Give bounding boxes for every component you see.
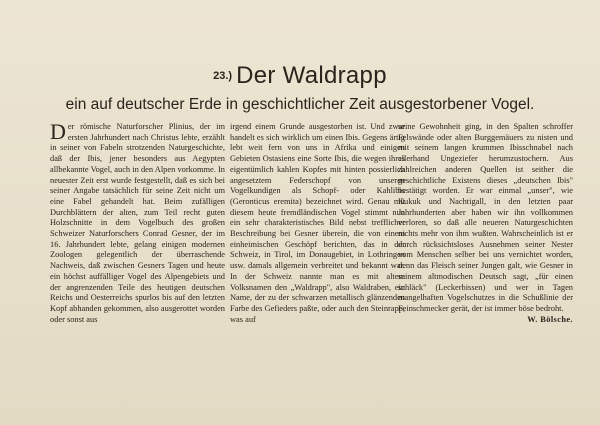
article-subtitle: ein auf deutscher Erde in geschichtlicher Zeit ausgestorbener Vogel. (65, 96, 535, 113)
column-2-text: irgend einem Grunde ausgestorben ist. Und zwar handelt es sich wirklich um einen Ibis. Gegens ärtig lebt weit fern von uns in Afrika und einigen Gebieten Ostasiens eine Sorte Ibis, die wegen ihres eigentümlich kahlen Kopfes mit hinten possierlich angesetztem Federschopf von unseren Vogelkundigen als Schopf- oder Kahlibis (Geronticus eremita) bezeichnet wird. Genau mit diesem heute fremdländischen Vogel stimmt nun ein sehr charakteristisches Bild nebst trefflicher Beschreibung bei Gesner überein, die von einem einheimischen Geschöpf berichten, das in der Schweiz, in Tirol, im Donaugebiet, in Lothringen usw. damals allgemein verbreitet und bekannt war. In der Schweiz nannte man es mit altem Volksnamen den „Waldrapp", also Waldraben, ein Name, der zu der schwarzen metallisch glänzenden Farbe des Gefieders paßte, oder auch den Steinrapp, was auf (230, 122, 405, 324)
text-column-3 (398, 122, 573, 325)
column-3-text (398, 122, 573, 325)
text-column-2 (230, 122, 405, 325)
article-title: Der Waldrapp (236, 62, 387, 89)
column-1-text: er römische Naturforscher Plinius, der im ersten Jahrhundert nach Christus lebte, erzählt in seiner von Fabeln strotzenden Naturgeschichte, daß der Ibis, jener besonders aus Aegypten allbekannte Vogel, auch in den Alpen vorkomme. In neuester Zeit erst wurde festgestellt, daß es sich bei seiner Angabe tatsächlich für seine Zeit nicht um eine Fabel gehandelt hat. Beim zufälligen Durchblättern der alten, zum Teil recht guten Holzschnitte in dem Vogelbuch des großen Schweizer Naturforschers Conrad Gesner, der im 16. Jahrhundert lebte, gelang einigen modernen Zoologen gelegentlich der überraschende Nachweis, daß zwischen Gesners Tagen und heute ein höchst auffälliger Vogel des Alpengebiets und der angrenzenden Teile des heutigen deutschen Reichs und Oesterreichs spurlos bis auf den letzten Kopf abhanden gekommen, also ausgerottet worden oder sonst aus (50, 122, 225, 324)
article-number: 23.) (213, 70, 233, 82)
author-signature: W. Bölsche. (527, 314, 573, 324)
drop-cap: D (50, 119, 66, 144)
column-3-body: seine Gewohnheit ging, in den Spalten schroffer Felswände oder alten Burggemäuers zu nisten und mit seinem langen krummen Ibisschnabel nach allerhand Ungeziefer herumzustochern. Aus zahlreichen anderen Quellen ist seither die geschichtliche Existens dieses „deutschen Ibis" bestätigt worden. Er war einmal „unser", wie Kukuk und Nachtigall, in den letzten paar Jahrhunderten aber haben wir ihn vollkommen verloren, so daß alle neueren Naturgeschichten nichts mehr von ihm wußten. Wahrscheinlich ist er durch rücksichtsloses Ausnehmen seiner Nester vom Menschen selber bei uns vernichtet worden, denn das Fleisch seiner Jungen galt, wie Gesner in seinem altmodischen Deutsch sagt, „für einen schläck" (Leckerbissen) und wer in Tagen mangelhaften Vogelschutzes in die Schußlinie der Feinschmecker gerät, der ist immer böse bedroht. (398, 122, 573, 313)
paragraph-1 (50, 119, 225, 325)
article-heading (0, 62, 600, 90)
text-column-1 (50, 119, 225, 325)
